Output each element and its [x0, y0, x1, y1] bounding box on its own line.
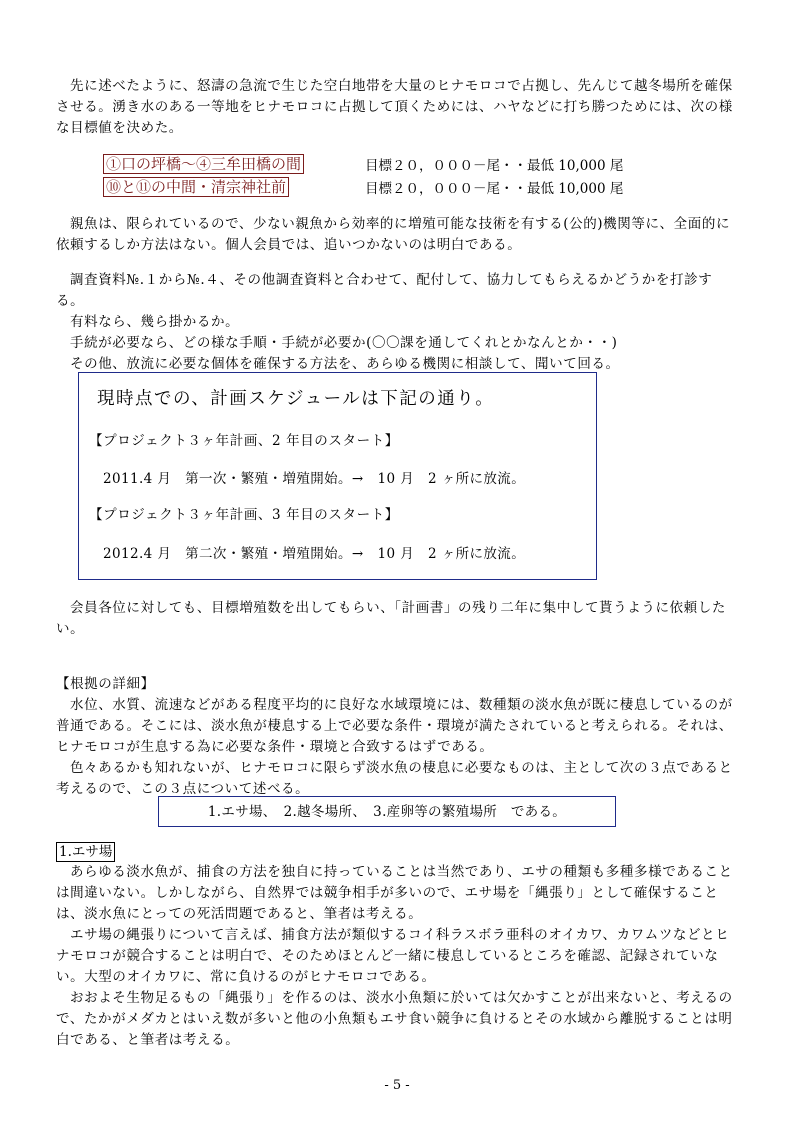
page-number: - 5 - — [384, 1078, 410, 1093]
survey-line: 調査資料№.１から№.４、その他調査資料と合わせて、配付して、協力してもらえるかどうかを打診する。 — [56, 272, 713, 309]
members-text: 会員各位に対しても、目標増殖数を出してもらい、「計画書」の残り二年に集中して貰うように依頼したい。 — [56, 600, 726, 637]
target-row — [103, 175, 663, 198]
survey-line: 有料なら、幾ら掛かるか。 — [70, 314, 240, 330]
target-value: 目標２０，０００－尾・・最低 10,000 尾 — [365, 157, 624, 174]
members-paragraph — [56, 598, 740, 640]
section-1-line: おおよそ生物足るもの「縄張り」を作るのは、淡水小魚類に於いては欠かすことが出来ないと、考えるので、たかがメダカとはいえ数が多いと他の小魚類もエサ食い競争に負けるとその水域から離脱することは明白である、と筆者は考える。 — [56, 990, 733, 1048]
target-value: 目標２０，０００－尾・・最低 10,000 尾 — [365, 180, 624, 197]
target-location-label: ⑩と⑪の中間・清宗神社前 — [103, 177, 289, 197]
schedule-title: 現時点での、計画スケジュールは下記の通り。 — [97, 389, 495, 409]
parent-fish-text: 親魚は、限られているので、少ない親魚から効率的に増殖可能な技術を有する(公的)機関等に、全面的に依頼するしか方法はない。個人会員では、追いつかないのは明白である。 — [56, 216, 731, 253]
schedule-heading-year3: 【プロジェクト３ヶ年計画、3 年目のスタート】 — [89, 507, 399, 523]
schedule-line-2012: 2012.4 月 第二次・繁殖・増殖開始。→ 10 月 2 ヶ所に放流。 — [103, 546, 526, 562]
basis-line: 水位、水質、流速などがある程度平均的に良好な水域環境には、数種類の淡水魚が既に棲息しているのが普通である。そこには、淡水魚が棲息する上で必要な条件・環境が満たされていると考えられる。それは、ヒナモロコが生息する為に必要な条件・環境と合致するはずである。 — [56, 697, 733, 755]
basis-line: 色々あるかも知れないが、ヒナモロコに限らず淡水魚の棲息に必要なものは、主として次の３点であると考えるので、この３点について述べる。 — [56, 760, 733, 797]
target-list — [103, 152, 663, 198]
basis-heading: 【根拠の詳細】 — [56, 676, 155, 692]
schedule-line-2011: 2011.4 月 第一次・繁殖・増殖開始。→ 10 月 2 ヶ所に放流。 — [103, 471, 526, 487]
survey-paragraph — [56, 270, 740, 375]
survey-line: 手続が必要なら、どの様な手順・手続が必要か(〇〇課を通してくれとかなんとか・・) — [70, 335, 618, 351]
section-1-body — [56, 862, 740, 1051]
parent-fish-paragraph — [56, 214, 740, 256]
intro-text: 先に述べたように、怒濤の急流で生じた空白地帯を大量のヒナモロコで占拠し、先んじて越冬場所を確保させる。湧き水のある一等地をヒナモロコに占拠して頂くためには、ハヤなどに打ち勝つためには、次の様な目標値を決めた。 — [56, 78, 733, 136]
intro-paragraph — [56, 76, 740, 139]
basis-section — [56, 674, 740, 800]
section-1-line: あらゆる淡水魚が、捕食の方法を独自に持っていることは当然であり、エサの種類も多種多様であることは間違いない。しかしながら、自然界では競争相手が多いので、エサ場を「縄張り」として確保することは、淡水魚にとっての死活問題であると、筆者は考える。 — [56, 864, 733, 922]
target-row — [103, 152, 663, 175]
section-1-line: エサ場の縄張りについて言えば、捕食方法が類似するコイ科ラスボラ亜科のオイカワ、カワムツなどとヒナモロコが競合することは明白で、そのためほとんど一緒に棲息しているところを確認、記録されていない。大型のオイカワに、常に負けるのがヒナモロコである。 — [56, 927, 730, 985]
survey-line: その他、放流に必要な個体を確保する方法を、あらゆる機関に相談して、聞いて回る。 — [70, 356, 620, 372]
section-1-label: 1.エサ場 — [56, 842, 115, 862]
schedule-heading-year2: 【プロジェクト３ヶ年計画、2 年目のスタート】 — [89, 433, 399, 449]
three-points-box: 1.エサ場、 2.越冬場所、 3.産卵等の繁殖場所 である。 — [158, 796, 616, 827]
schedule-box — [78, 372, 597, 580]
target-location-label: ①口の坪橋～④三牟田橋の間 — [103, 154, 304, 174]
